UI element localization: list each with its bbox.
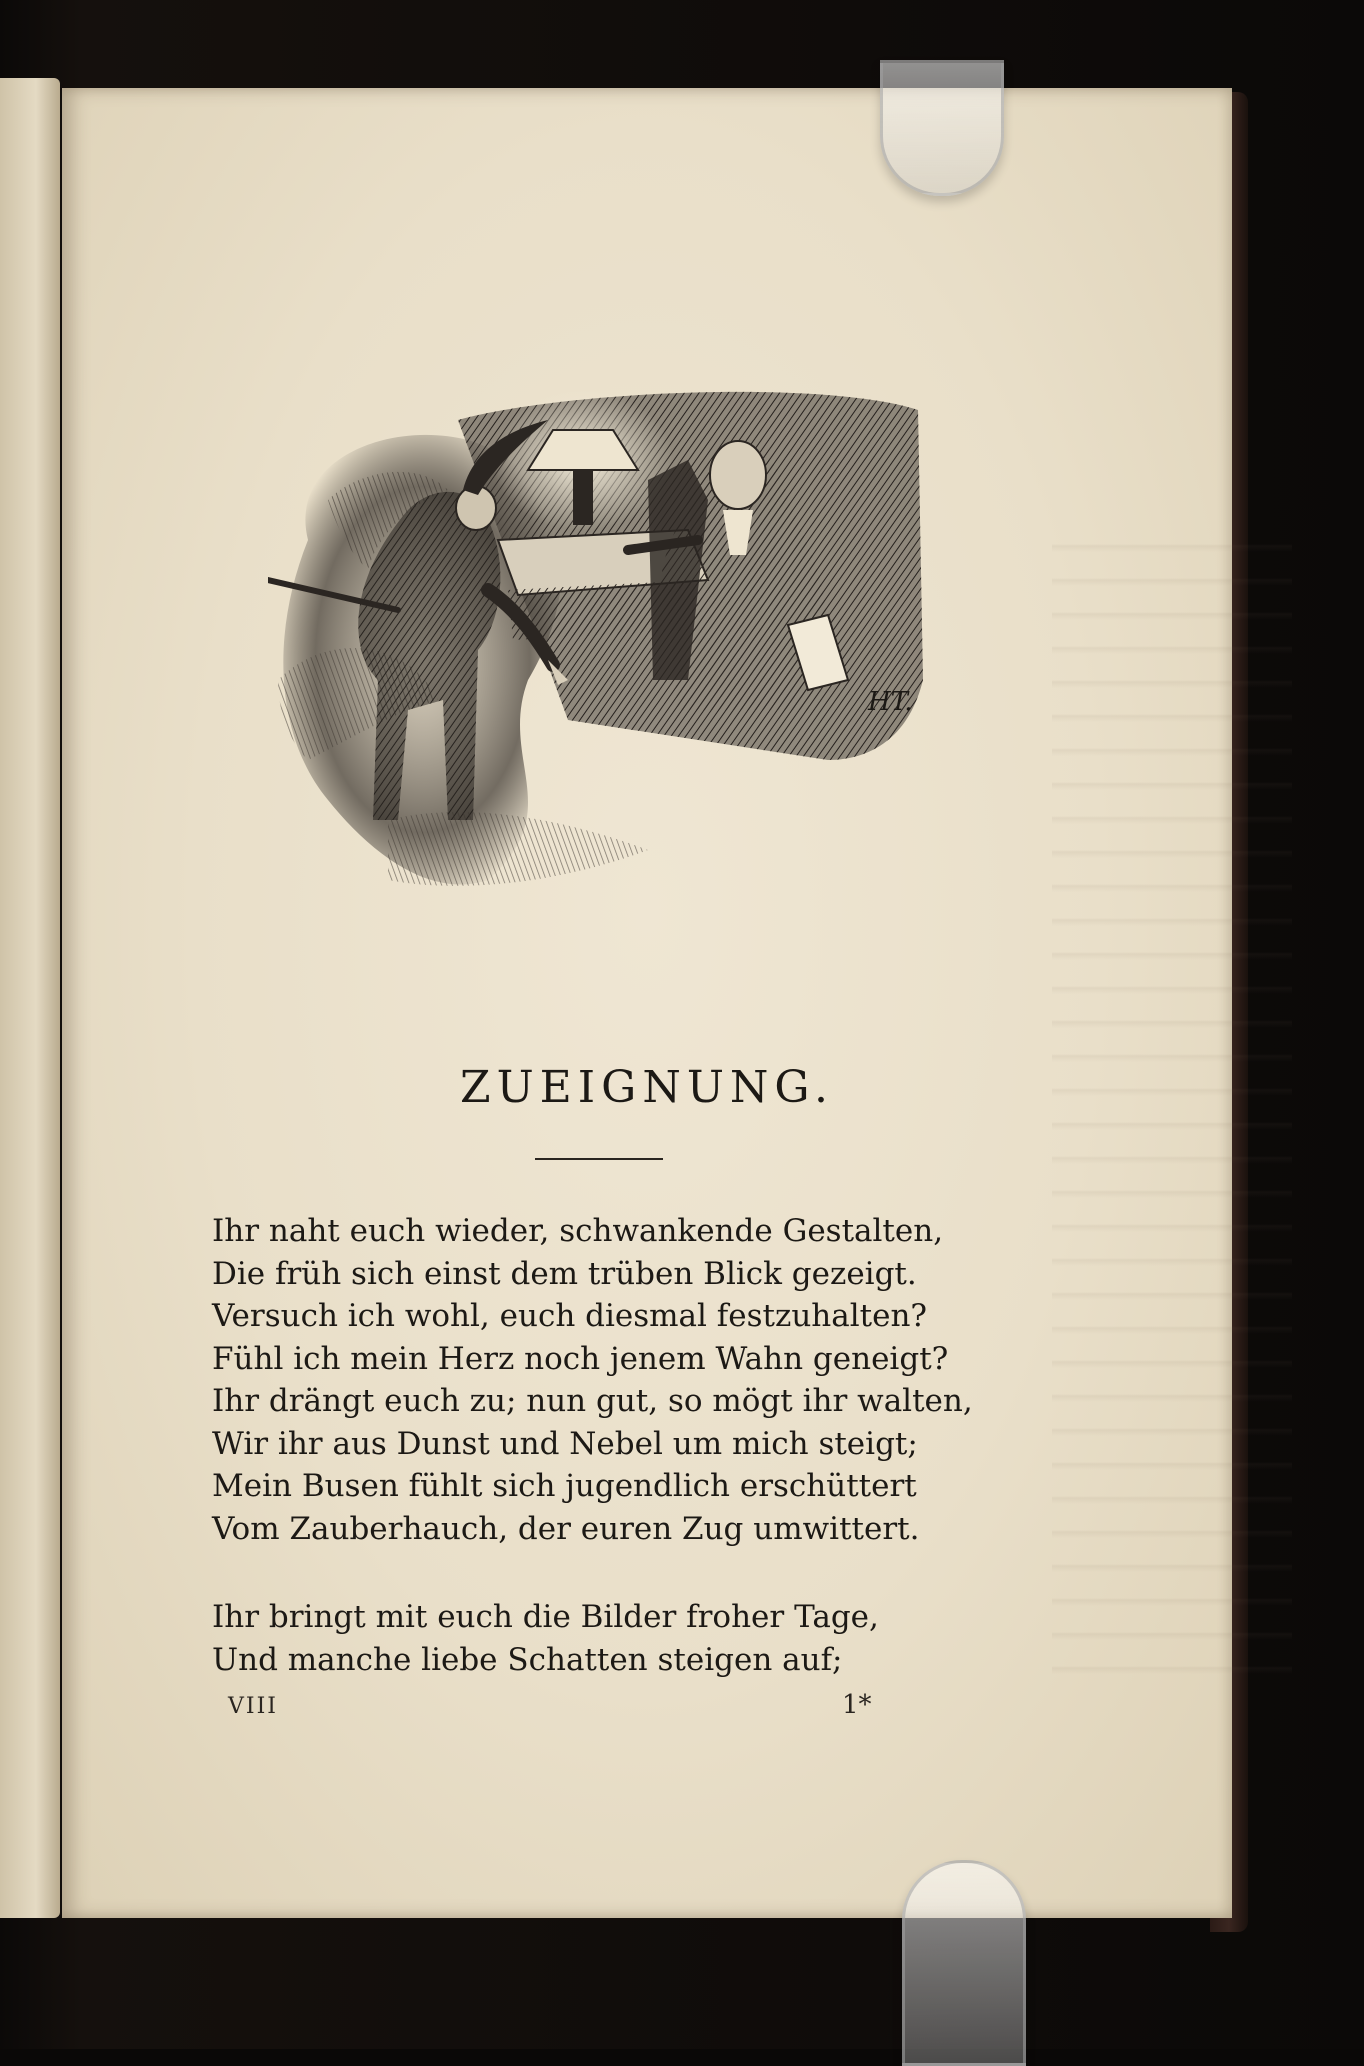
title-divider [535, 1158, 663, 1160]
signature-mark: 1* [842, 1690, 872, 1720]
illustration-signature: HT. [868, 687, 913, 717]
page-holder-clip-bottom [902, 1860, 1026, 2066]
engraving-graphic [268, 380, 928, 900]
verse-line: Und manche liebe Schatten steigen auf; [212, 1641, 843, 1678]
verse-line: Vom Zauberhauch, der euren Zug umwittert. [212, 1510, 920, 1547]
stanza-1 [212, 1210, 1012, 1550]
stanza-2 [212, 1596, 1012, 1681]
page-number-roman: VIII [228, 1694, 278, 1719]
verse-line: Wir ihr aus Dunst und Nebel um mich steigt; [212, 1425, 918, 1462]
page-holder-clip-top [880, 60, 1004, 196]
verse-line: Mein Busen fühlt sich jugendlich erschüttert [212, 1468, 917, 1504]
left-page-edge [0, 78, 60, 1918]
verse-line: Ihr bringt mit euch die Bilder froher Tage, [212, 1599, 879, 1635]
verse-line: Fühl ich mein Herz noch jenem Wahn geneigt? [212, 1340, 949, 1377]
verse-line: Ihr drängt euch zu; nun gut, so mögt ihr walten, [212, 1383, 973, 1419]
verse-line: Versuch ich wohl, euch diesmal festzuhalten? [212, 1298, 928, 1334]
verse-line: Die früh sich einst dem trüben Blick gezeigt. [212, 1255, 917, 1292]
frontispiece-illustration [268, 380, 928, 900]
verse-line: Ihr naht euch wieder, schwankende Gestalten, [212, 1213, 944, 1249]
page-title: ZUEIGNUNG. [460, 1062, 834, 1113]
